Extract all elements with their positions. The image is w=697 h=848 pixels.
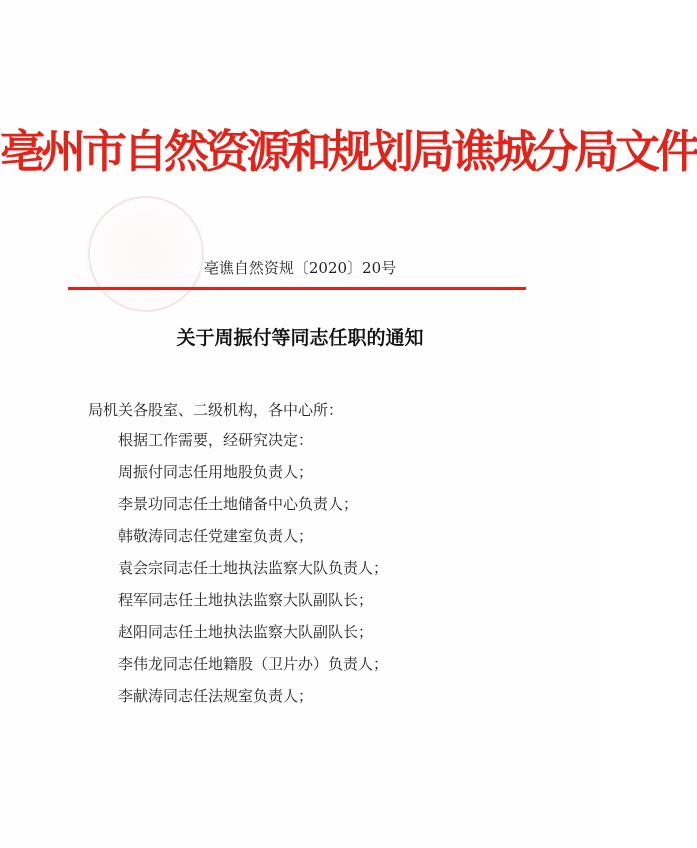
appointment-line: 程军同志任土地执法监察大队副队长； (118, 591, 374, 609)
salutation: 局机关各股室、二级机构，各中心所： (88, 401, 344, 419)
appointment-line: 周振付同志任用地股负责人； (118, 463, 314, 481)
document-number: 亳谯自然资规〔2020〕20号 (203, 259, 397, 277)
notice-title: 关于周振付等同志任职的通知 (176, 327, 424, 349)
appointment-line: 赵阳同志任土地执法监察大队副队长； (118, 623, 374, 641)
appointment-line: 李献涛同志任法规室负责人； (118, 687, 314, 705)
appointment-line: 袁会宗同志任土地执法监察大队负责人； (118, 559, 389, 577)
appointment-line: 李伟龙同志任地籍股（卫片办）负责人； (118, 655, 389, 673)
red-divider-line (68, 287, 526, 290)
faint-seal-imprint (88, 196, 204, 312)
appointment-line: 李景功同志任土地储备中心负责人； (118, 495, 359, 513)
body-line-intro: 根据工作需要，经研究决定： (118, 431, 314, 449)
appointment-line: 韩敬涛同志任党建室负责人； (118, 527, 314, 545)
notice-body (118, 429, 388, 717)
issuer-header-title: 亳州市自然资源和规划局谯城分局文件 (0, 125, 697, 178)
